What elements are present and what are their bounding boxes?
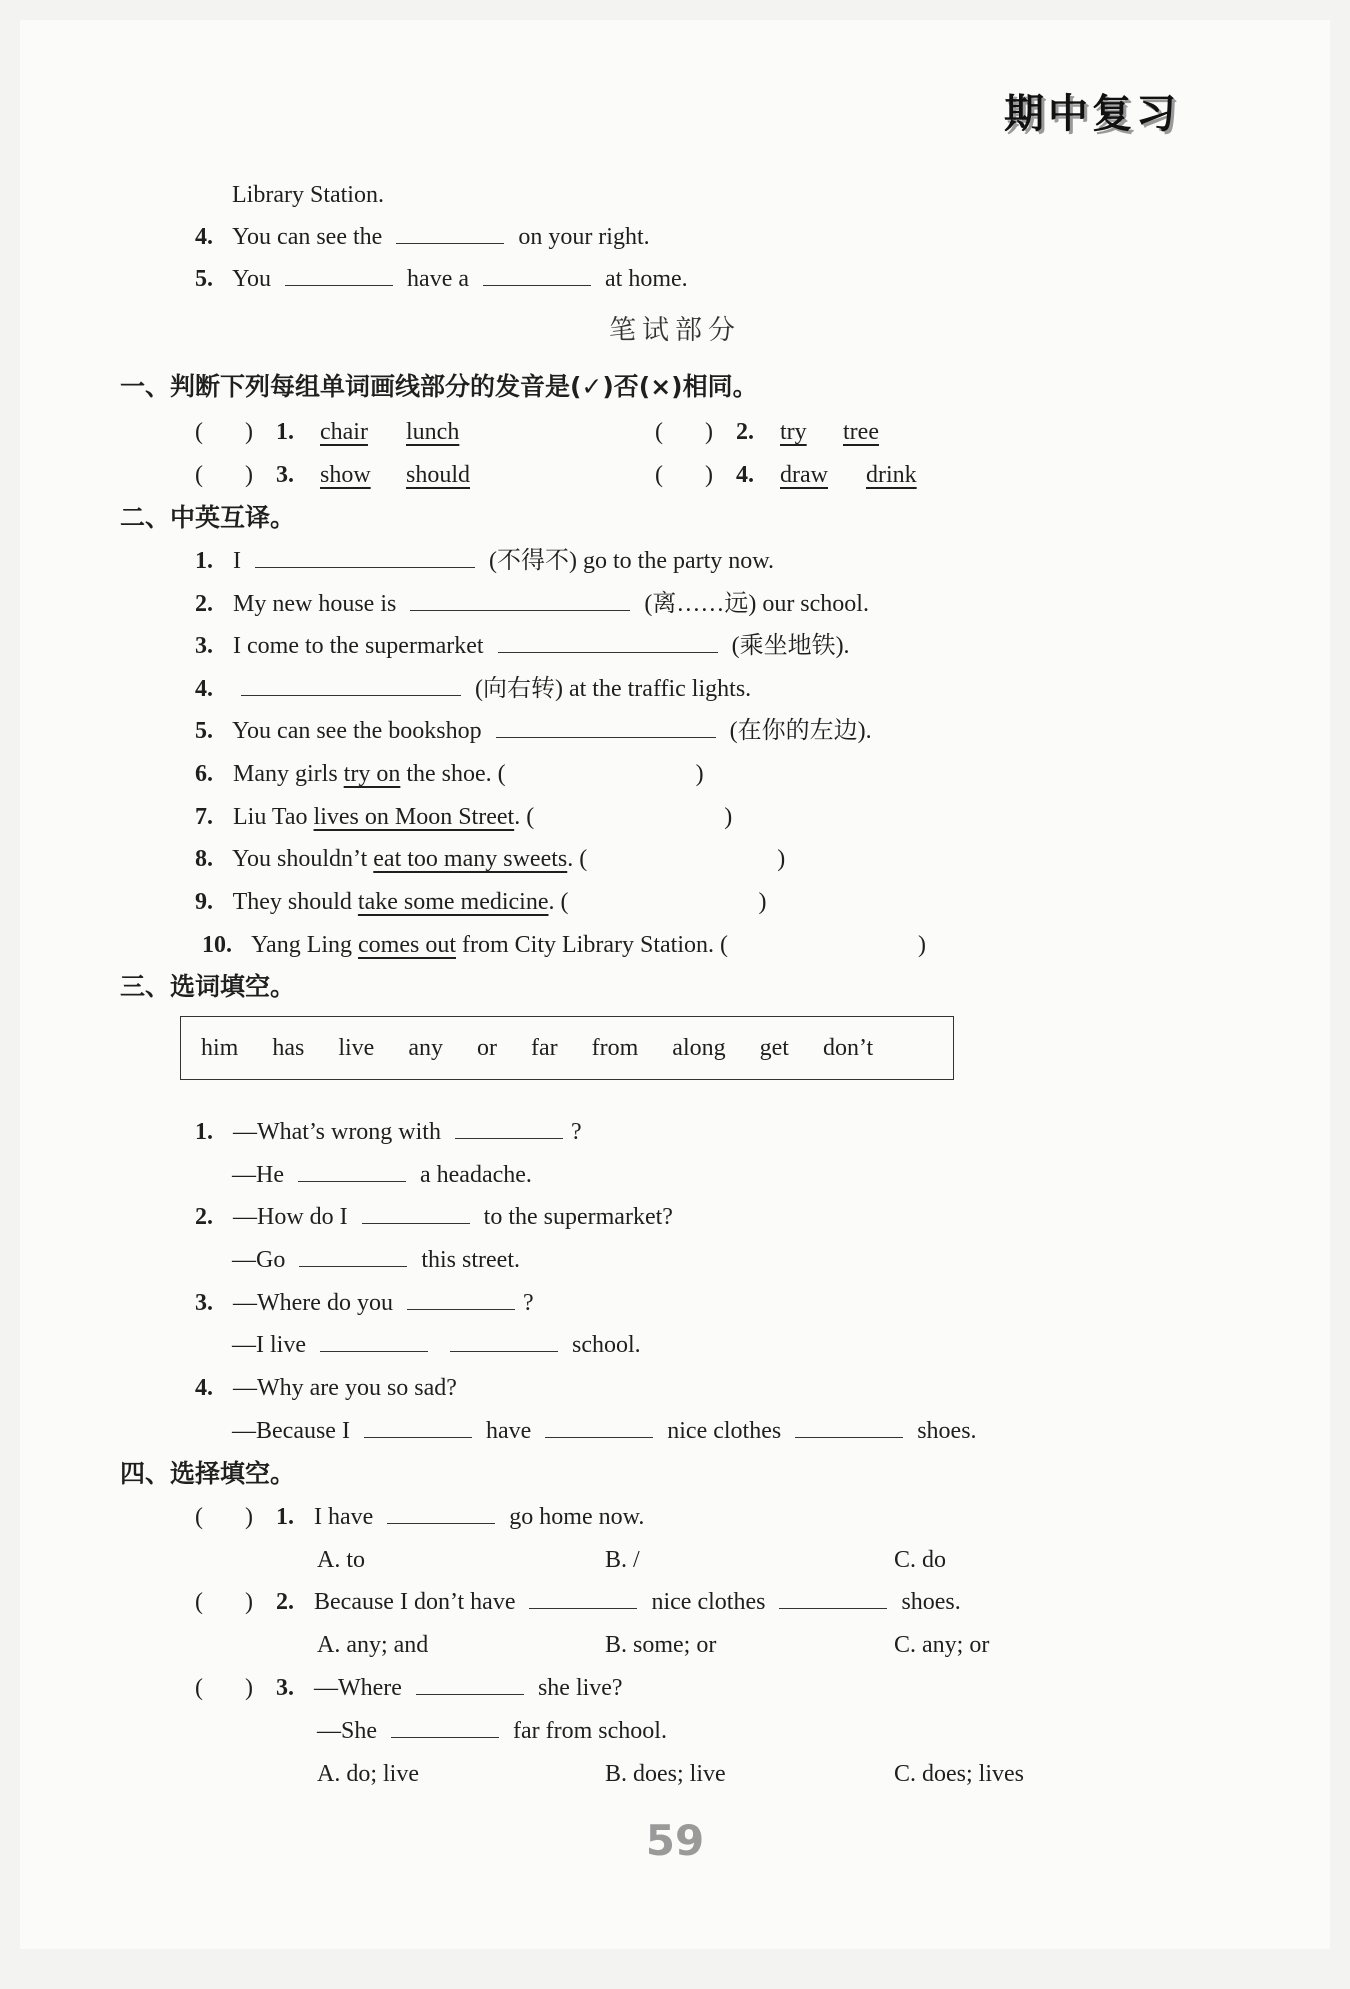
option-a[interactable]: A. any; and [317,1632,429,1658]
question-number: 4. [195,676,213,702]
question-text: You shouldn’t [232,846,368,872]
question-number: 1. [276,1504,294,1530]
translate-question-6 [195,759,704,789]
question-number: 3. [195,633,213,659]
answer-blank[interactable] [496,717,716,738]
option-b[interactable]: B. some; or [605,1632,717,1658]
fill-answer-2 [232,1245,520,1275]
word-bank-item: any [408,1034,443,1061]
answer-blank[interactable] [362,1203,470,1224]
question-text: —She [317,1718,377,1744]
answer-paren-open[interactable]: ( [526,804,535,830]
question-text: shoes. [901,1589,961,1615]
question-number: 6. [195,761,213,787]
underlined-phrase: eat too many sweets [373,846,568,872]
question-text: at the traffic lights. [568,676,752,702]
answer-blank[interactable] [795,1417,903,1438]
answer-paren-open[interactable]: ( [719,932,728,958]
question-text: Yang Ling [251,932,353,958]
question-number: 5. [195,266,213,292]
translate-question-3 [195,631,850,661]
question-text: a headache. [419,1162,532,1188]
answer-blank[interactable] [241,675,461,696]
answer-blank[interactable] [298,1161,406,1182]
answer-blank[interactable] [391,1717,499,1738]
question-text: I have [314,1504,374,1530]
word-1: chair [320,419,368,445]
chinese-hint: (乘坐地铁). [731,633,850,659]
fill-answer-1 [232,1160,532,1190]
question-text: go to the party now. [582,548,775,574]
answer-paren-close: ) [777,846,786,872]
question-number: 1. [276,419,294,445]
question-text: Liu Tao [233,804,308,830]
word-1: show [320,462,371,488]
question-text: —What’s wrong with [233,1119,441,1145]
underlined-phrase: lives on Moon Street [313,804,515,830]
word-bank-item: along [672,1034,726,1061]
answer-paren[interactable]: ( ) [195,1589,253,1615]
question-text: They should [232,889,352,915]
question-text: . [548,889,555,915]
translate-question-8 [195,844,785,874]
answer-blank[interactable] [416,1674,524,1695]
word-bank [180,1016,954,1080]
answer-paren[interactable]: ( ) [195,1504,253,1530]
word-2: tree [843,419,879,445]
answer-paren-close: ) [758,889,767,915]
listening-question-5 [195,264,688,294]
translate-question-2 [195,589,869,619]
continued-text: Library Station. [232,182,384,208]
question-text: —Where do you [233,1290,393,1316]
word-1: draw [780,462,828,488]
answer-blank[interactable] [255,547,475,568]
question-text: . [567,846,574,872]
question-number: 4. [195,1375,213,1401]
word-bank-item: has [272,1034,305,1061]
word-bank-item: him [201,1034,239,1061]
question-text: have a [407,266,470,292]
word-2: drink [866,462,917,488]
question-number: 2. [195,591,213,617]
question-text: I [233,548,241,574]
question-text: ? [570,1119,582,1145]
question-text: have [485,1418,532,1444]
question-number: 2. [195,1204,213,1230]
question-number: 1. [195,1119,213,1145]
question-text: Many girls [233,761,338,787]
underlined-phrase: take some medicine [357,889,549,915]
translate-question-10 [202,930,926,960]
section-banner: 期中复习 [1004,91,1180,137]
answer-paren[interactable]: ( ) [195,462,253,488]
option-a[interactable]: A. do; live [317,1761,419,1787]
word-bank-item: far [531,1034,558,1061]
option-c[interactable]: C. do [894,1547,947,1573]
question-number: 3. [276,1675,294,1701]
answer-blank[interactable] [364,1417,472,1438]
question-number: 8. [195,846,213,872]
phonics-item-4 [655,460,917,490]
fill-question-3 [195,1288,534,1318]
word-bank-item: live [338,1034,375,1061]
question-text: —Where [314,1675,402,1701]
answer-blank[interactable] [450,1331,558,1352]
answer-blank[interactable] [320,1331,428,1352]
answer-paren-open[interactable]: ( [497,761,506,787]
word-bank-item: from [591,1034,639,1061]
phonics-item-2 [655,417,879,447]
chinese-hint: (在你的左边). [729,718,872,744]
question-text: go home now. [509,1504,645,1530]
section-2-heading: 二、中英互译。 [120,503,296,532]
question-number: 2. [276,1589,294,1615]
question-text: —Why are you so sad? [233,1375,457,1401]
question-text: our school. [762,591,869,617]
question-text: ? [522,1290,534,1316]
word-2: should [406,462,471,488]
question-text: —Go [232,1247,286,1273]
translate-question-7 [195,802,732,832]
chinese-hint: (不得不) [489,548,577,574]
underlined-phrase: try on [343,761,401,787]
answer-blank[interactable] [285,265,393,286]
question-number: 4. [736,462,754,488]
answer-blank[interactable] [387,1503,495,1524]
answer-blank[interactable] [299,1246,407,1267]
question-text: school. [571,1332,641,1358]
question-text: the shoe. [406,761,492,787]
answer-blank[interactable] [396,223,504,244]
question-number: 1. [195,548,213,574]
section-1-heading: 一、判断下列每组单词画线部分的发音是(✓)否(×)相同。 [120,372,758,401]
option-c[interactable]: C. any; or [894,1632,990,1658]
answer-blank[interactable] [498,632,718,653]
question-text: on your right. [518,224,650,250]
section-4-heading: 四、选择填空。 [120,1459,296,1488]
word-bank-item: get [759,1034,789,1061]
question-number: 4. [195,224,213,250]
option-b[interactable]: B. / [605,1547,640,1573]
question-text: You [232,266,272,292]
answer-paren-open[interactable]: ( [560,889,569,915]
translate-question-5 [195,716,872,746]
fill-question-1 [195,1117,582,1147]
question-text: —How do I [233,1204,348,1230]
word-bank-item: don’t [822,1034,874,1061]
fill-answer-4 [232,1416,977,1446]
answer-paren[interactable]: ( ) [655,462,713,488]
listening-question-4 [195,222,650,252]
option-b[interactable]: B. does; live [605,1761,726,1787]
question-text: shoes. [917,1418,977,1444]
answer-paren-open[interactable]: ( [579,846,588,872]
question-text: at home. [605,266,688,292]
question-number: 9. [195,889,213,915]
word-2: lunch [406,419,460,445]
choice-question-3-line-2 [317,1716,667,1746]
question-number: 3. [195,1290,213,1316]
answer-paren-close: ) [724,804,733,830]
question-number: 2. [736,419,754,445]
question-text: My new house is [233,591,397,617]
question-text: from City Library Station. [462,932,714,958]
choice-question-2 [195,1587,961,1617]
section-3-heading: 三、选词填空。 [120,972,296,1001]
question-number: 10. [202,932,232,958]
answer-blank[interactable] [455,1118,563,1139]
question-text: I come to the supermarket [233,633,484,659]
phonics-item-3 [195,460,470,490]
underlined-phrase: comes out [358,932,457,958]
answer-paren[interactable]: ( ) [195,419,253,445]
answer-paren[interactable]: ( ) [655,419,713,445]
question-number: 7. [195,804,213,830]
question-text: —Because I [232,1418,350,1444]
answer-paren-close: ) [695,761,704,787]
translate-question-4 [195,674,751,704]
phonics-item-1 [195,417,459,447]
answer-blank[interactable] [483,265,591,286]
question-text: to the supermarket? [483,1204,673,1230]
translate-question-9 [195,887,767,917]
fill-answer-3 [232,1330,641,1360]
translate-question-1 [195,546,774,576]
question-text: she live? [537,1675,623,1701]
part-subtitle: 笔试部分 [609,315,741,346]
question-text: You can see the bookshop [232,718,482,744]
answer-blank[interactable] [545,1417,653,1438]
choice-question-3 [195,1673,623,1703]
word-bank-item: or [477,1034,497,1061]
question-text: —He [232,1162,284,1188]
question-text: —I live [232,1332,306,1358]
chinese-hint: (向右转) [475,676,563,702]
option-a[interactable]: A. to [317,1547,365,1573]
fill-question-2 [195,1202,673,1232]
question-text: You can see the [232,224,383,250]
word-1: try [780,419,807,445]
option-c[interactable]: C. does; lives [894,1761,1024,1787]
question-text: . [514,804,521,830]
question-text: nice clothes [667,1418,782,1444]
answer-blank[interactable] [779,1588,887,1609]
answer-paren-close: ) [917,932,926,958]
page-number: 59 [645,1816,705,1865]
answer-blank[interactable] [529,1588,637,1609]
worksheet-page [20,20,1330,1949]
fill-question-4 [195,1373,457,1403]
chinese-hint: (离……远) [644,591,757,617]
question-text: far from school. [513,1718,667,1744]
question-text: Because I don’t have [314,1589,516,1615]
answer-blank[interactable] [410,590,630,611]
question-text: this street. [421,1247,520,1273]
question-number: 5. [195,718,213,744]
choice-question-1 [195,1502,644,1532]
question-number: 3. [276,462,294,488]
answer-blank[interactable] [407,1289,515,1310]
answer-paren[interactable]: ( ) [195,1675,253,1701]
question-text: nice clothes [651,1589,766,1615]
